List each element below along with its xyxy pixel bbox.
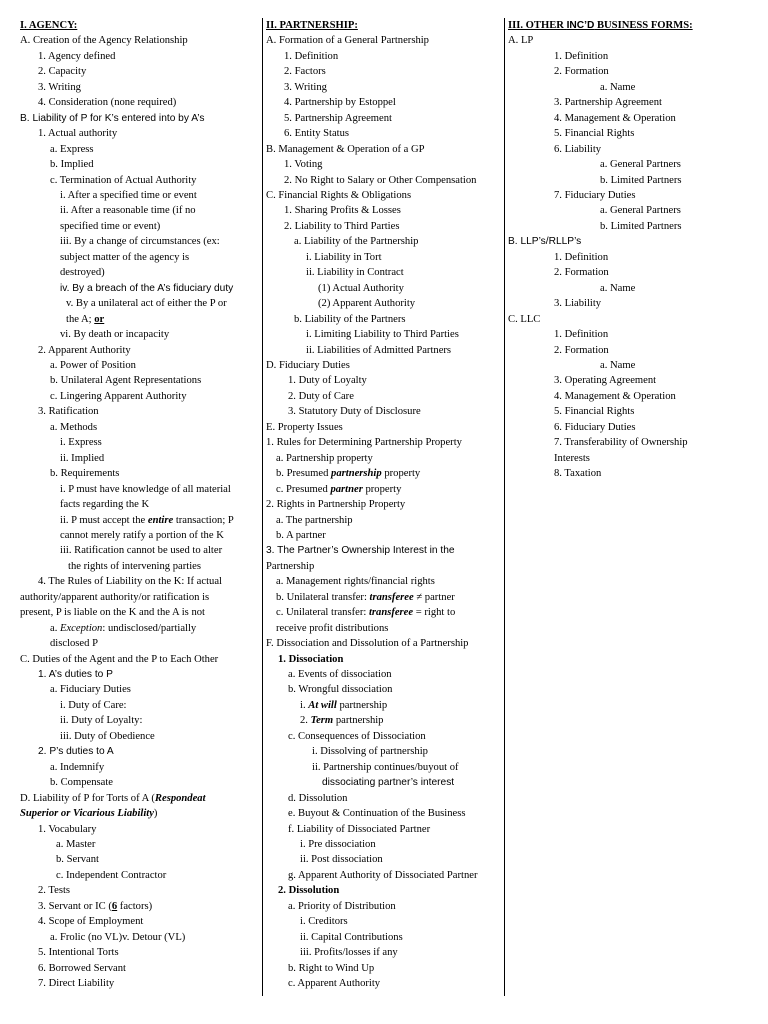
outline-line <box>20 791 258 806</box>
outline-line: 1. Definition <box>554 329 609 341</box>
outline-line: present, P is liable on the K and the A is not <box>20 607 205 619</box>
outline-line <box>20 312 258 327</box>
outline-line: b. Right to Wind Up <box>288 962 375 974</box>
outline-line: 7. Direct Liability <box>38 978 115 990</box>
outline-line <box>266 713 500 728</box>
outline-line: b. Limited Partners <box>600 174 682 186</box>
outline-text-segment: Term <box>310 715 334 727</box>
outline-text-segment: transaction; P <box>173 514 234 526</box>
outline-line: i. Limiting Liability to Third Parties <box>306 329 459 341</box>
outline-line: a. General Partners <box>600 205 681 217</box>
outline-text-segment: partnership <box>333 715 384 727</box>
outline-text-segment: partnership <box>336 699 388 711</box>
outline-line: 7. Fiduciary Duties <box>554 189 636 201</box>
outline-line: 1. Actual authority <box>38 128 118 140</box>
outline-line: 1. Definition <box>284 50 339 62</box>
outline-line: 2. Liability to Third Parties <box>284 220 400 232</box>
outline-line: D. Fiduciary Duties <box>266 359 350 371</box>
outline-line: c. Lingering Apparent Authority <box>50 390 187 402</box>
outline-line: a. Express <box>50 143 94 155</box>
outline-line: F. Dissociation and Dissolution of a Partnership <box>266 638 469 650</box>
outline-text-segment: At will <box>308 699 337 711</box>
outline-line: 2. Formation <box>554 267 609 279</box>
outline-line: a. Power of Position <box>50 359 136 371</box>
outline-line: a. The partnership <box>276 514 353 526</box>
outline-line <box>266 482 500 497</box>
outline-line: 3. Operating Agreement <box>554 375 657 387</box>
outline-line: receive profit distributions <box>276 622 389 634</box>
outline-line: v. By a unilateral act of either the P or <box>66 298 227 310</box>
outline-line: 2. Capacity <box>38 66 87 78</box>
outline-line: destroyed) <box>60 267 105 279</box>
outline-line: c. Apparent Authority <box>288 978 381 990</box>
outline-line: ii. Liability in Contract <box>306 267 404 279</box>
outline-line: 3. The Partner’s Ownership Interest in the <box>266 545 455 557</box>
heading-text-segment: III. OTHER <box>508 20 567 31</box>
outline-line: 1. Sharing Profits & Losses <box>284 205 401 217</box>
outline-line: 1. Voting <box>284 159 323 171</box>
outline-line <box>20 899 258 914</box>
outline-line: a. Indemnify <box>50 761 105 773</box>
outline-line: ii. Liabilities of Admitted Partners <box>306 344 452 356</box>
outline-line: B. Liability of P for K’s entered into by A’s <box>20 112 205 124</box>
outline-text-segment: or <box>94 313 105 325</box>
outline-text-segment: ) <box>153 808 158 820</box>
outline-line: g. Apparent Authority of Dissociated Partner <box>288 869 478 881</box>
outline-line: a. Name <box>600 81 636 93</box>
outline-line: 6. Borrowed Servant <box>38 962 126 974</box>
outline-line: 3. Liability <box>554 298 602 310</box>
outline-line: (1) Actual Authority <box>318 282 404 294</box>
outline-line: 1. Dissociation <box>278 653 344 665</box>
outline-line: A. Creation of the Agency Relationship <box>20 35 188 47</box>
outline-line: e. Buyout & Continuation of the Business <box>288 808 466 820</box>
outline-line: c. Termination of Actual Authority <box>50 174 197 186</box>
outline-line: b. Compensate <box>50 777 113 789</box>
outline-line: i. Dissolving of partnership <box>312 746 428 758</box>
outline-line: d. Dissolution <box>288 792 348 804</box>
outline-text-segment: b. Unilateral transfer: <box>276 591 370 603</box>
outline-line: 4. Consideration (none required) <box>38 97 177 109</box>
outline-line <box>266 698 500 713</box>
outline-line: a. General Partners <box>600 159 681 171</box>
outline-line: iv. By a breach of the A’s fiduciary duty <box>60 282 234 294</box>
outline-line: a. Events of dissociation <box>288 669 392 681</box>
outline-line: b. Servant <box>56 854 99 866</box>
agency-outline <box>20 33 258 991</box>
outline-text-segment: factors) <box>117 900 153 912</box>
outline-line: b. Wrongful dissociation <box>288 684 393 696</box>
outline-line: 2. Formation <box>554 66 609 78</box>
outline-line: C. Duties of the Agent and the P to Each Other <box>20 653 219 665</box>
outline-line: i. Pre dissociation <box>300 839 376 851</box>
outline-line: 5. Financial Rights <box>554 406 635 418</box>
outline-text-segment: 2. <box>300 715 311 727</box>
outline-text-segment: partner <box>330 483 363 495</box>
partnership-column <box>262 18 500 996</box>
outline-line: cannot merely ratify a portion of the K <box>60 529 224 541</box>
other-forms-outline <box>508 33 752 481</box>
outline-line: a. Fiduciary Duties <box>50 684 131 696</box>
outline-text-segment: transferee <box>369 591 414 603</box>
heading-text-segment: BUSINESS FORMS: <box>594 20 693 31</box>
outline-line: f. Liability of Dissociated Partner <box>288 823 431 835</box>
outline-text-segment: the A; <box>66 313 95 325</box>
agency-heading: I. AGENCY: <box>20 20 78 31</box>
outline-line: 5. Financial Rights <box>554 128 635 140</box>
outline-line: the rights of intervening parties <box>68 560 201 572</box>
outline-line: Partnership <box>266 560 315 572</box>
outline-line: E. Property Issues <box>266 421 343 433</box>
outline-line: 1. Duty of Loyalty <box>288 375 367 387</box>
outline-text-segment: ii. P must accept the <box>60 514 148 526</box>
outline-text-segment: property <box>381 468 421 480</box>
outline-line: b. Requirements <box>50 468 120 480</box>
outline-line: ii. After a reasonable time (if no <box>60 205 196 217</box>
outline-line: C. LLC <box>508 313 541 325</box>
outline-line: i. Creditors <box>300 916 348 928</box>
outline-text-segment: a. <box>50 622 60 634</box>
outline-line: a. Partnership property <box>276 452 373 464</box>
outline-line: ii. Implied <box>60 452 105 464</box>
outline-line: dissociating partner’s interest <box>322 777 455 789</box>
outline-text-segment: D. Liability of P for Torts of A ( <box>20 792 155 804</box>
outline-line: Interests <box>554 452 590 464</box>
outline-text-segment: c. Unilateral transfer: <box>276 607 369 619</box>
outline-line: 3. Writing <box>284 81 327 93</box>
outline-line: iii. Profits/losses if any <box>300 947 398 959</box>
outline-text-segment: partnership <box>331 468 382 480</box>
outline-line: i. P must have knowledge of all material <box>60 483 231 495</box>
outline-line: i. Liability in Tort <box>306 251 382 263</box>
outline-line: ii. Capital Contributions <box>300 931 403 943</box>
outline-text-segment: = right to <box>413 607 456 619</box>
outline-line: B. LLP’s/RLLP’s <box>508 236 582 248</box>
outline-text-segment: transferee <box>368 607 414 619</box>
outline-line: a. Name <box>600 359 636 371</box>
outline-line: 6. Fiduciary Duties <box>554 421 636 433</box>
outline-line: i. After a specified time or event <box>60 189 197 201</box>
outline-line: 3. Ratification <box>38 406 99 418</box>
outline-line: facts regarding the K <box>60 499 150 511</box>
outline-line: 6. Liability <box>554 143 602 155</box>
outline-line: c. Independent Contractor <box>56 869 167 881</box>
outline-line: 7. Transferability of Ownership <box>554 437 688 449</box>
outline-text-segment: 6 <box>111 900 118 912</box>
outline-line: 4. The Rules of Liability on the K: If actual <box>38 576 222 588</box>
outline-line: 8. Taxation <box>554 468 602 480</box>
outline-line: C. Financial Rights & Obligations <box>266 189 412 201</box>
outline-line <box>20 806 258 821</box>
outline-text-segment: property <box>362 483 402 495</box>
outline-line: 5. Partnership Agreement <box>284 112 392 124</box>
outline-line: i. Express <box>60 437 102 449</box>
outline-line: authority/apparent authority/or ratification is <box>20 591 210 603</box>
outline-text-segment: : undisclosed/partially <box>102 622 197 634</box>
outline-line: 3. Statutory Duty of Disclosure <box>288 406 421 418</box>
outline-line: (2) Apparent Authority <box>318 298 416 310</box>
outline-line: 2. Dissolution <box>278 885 340 897</box>
outline-line: a. Management rights/financial rights <box>276 576 435 588</box>
outline-line: 6. Entity Status <box>284 128 350 140</box>
outline-text-segment: Respondeat <box>154 792 206 804</box>
outline-text-segment: b. Presumed <box>276 468 332 480</box>
heading-text-segment: INC’D <box>566 20 595 31</box>
outline-line: 2. P’s duties to A <box>38 746 114 758</box>
outline-line: 1. A’s duties to P <box>38 669 113 681</box>
outline-line: 3. Partnership Agreement <box>554 97 662 109</box>
outline-line: B. Management & Operation of a GP <box>266 143 425 155</box>
outline-text-segment: c. Presumed <box>276 483 331 495</box>
outline-line: disclosed P <box>50 638 98 650</box>
other-forms-column <box>504 18 752 996</box>
outline-line: 4. Partnership by Estoppel <box>284 97 396 109</box>
outline-line: b. Unilateral Agent Representations <box>50 375 202 387</box>
outline-line: 4. Management & Operation <box>554 112 676 124</box>
outline-line: A. LP <box>508 35 534 47</box>
outline-line: 2. Formation <box>554 344 609 356</box>
outline-line: a. Priority of Distribution <box>288 900 396 912</box>
outline-line: 2. No Right to Salary or Other Compensation <box>284 174 477 186</box>
outline-line: b. Liability of the Partners <box>294 313 406 325</box>
outline-line <box>266 590 500 605</box>
outline-line: b. Implied <box>50 159 94 171</box>
outline-line: 2. Apparent Authority <box>38 344 131 356</box>
outline-text-segment: Superior or Vicarious Liability <box>20 808 154 820</box>
outline-line: specified time or event) <box>60 220 161 232</box>
outline-line: ii. Post dissociation <box>300 854 383 866</box>
outline-line <box>266 605 500 620</box>
outline-line: b. A partner <box>276 529 326 541</box>
outline-line: 2. Factors <box>284 66 326 78</box>
outline-line <box>266 466 500 481</box>
outline-line: 4. Scope of Employment <box>38 916 144 928</box>
outline-line: 1. Vocabulary <box>38 823 97 835</box>
outline-line: 4. Management & Operation <box>554 390 676 402</box>
outline-line: 5. Intentional Torts <box>38 947 119 959</box>
agency-column <box>20 18 258 996</box>
outline-line: 2. Duty of Care <box>288 390 354 402</box>
outline-line <box>20 621 258 636</box>
outline-text-segment: 3. Servant or IC ( <box>38 900 112 912</box>
outline-line: iii. Duty of Obedience <box>60 730 155 742</box>
outline-line: 3. Writing <box>38 81 81 93</box>
outline-line: iii. Ratification cannot be used to alter <box>60 545 223 557</box>
partnership-heading: II. PARTNERSHIP: <box>266 20 358 31</box>
outline-line: subject matter of the agency is <box>60 251 190 263</box>
outline-line: 1. Definition <box>554 50 609 62</box>
outline-line <box>20 513 258 528</box>
outline-line: a. Frolic (no VL)v. Detour (VL) <box>50 931 186 943</box>
outline-text-segment: ≠ partner <box>413 591 455 603</box>
partnership-outline <box>266 33 500 991</box>
outline-text-segment: Exception <box>60 622 103 634</box>
outline-line: a. Methods <box>50 421 98 433</box>
outline-line: b. Limited Partners <box>600 220 682 232</box>
outline-line: A. Formation of a General Partnership <box>266 35 429 47</box>
outline-line: 1. Agency defined <box>38 50 116 62</box>
outline-line: vi. By death or incapacity <box>60 329 170 341</box>
outline-line: c. Consequences of Dissociation <box>288 730 426 742</box>
outline-line: iii. By a change of circumstances (ex: <box>60 236 220 248</box>
outline-line: 2. Rights in Partnership Property <box>266 499 406 511</box>
outline-line: 1. Rules for Determining Partnership Property <box>266 437 462 449</box>
outline-line: a. Master <box>56 839 96 851</box>
outline-line: a. Name <box>600 282 636 294</box>
outline-line: ii. Duty of Loyalty: <box>60 715 143 727</box>
outline-line: ii. Partnership continues/buyout of <box>312 761 459 773</box>
outline-text-segment: entire <box>147 514 174 526</box>
outline-line: 2. Tests <box>38 885 71 897</box>
outline-line: i. Duty of Care: <box>60 699 127 711</box>
outline-line: a. Liability of the Partnership <box>294 236 419 248</box>
outline-text-segment: i. <box>300 699 309 711</box>
outline-line: 1. Definition <box>554 251 609 263</box>
other-forms-heading <box>508 18 752 33</box>
